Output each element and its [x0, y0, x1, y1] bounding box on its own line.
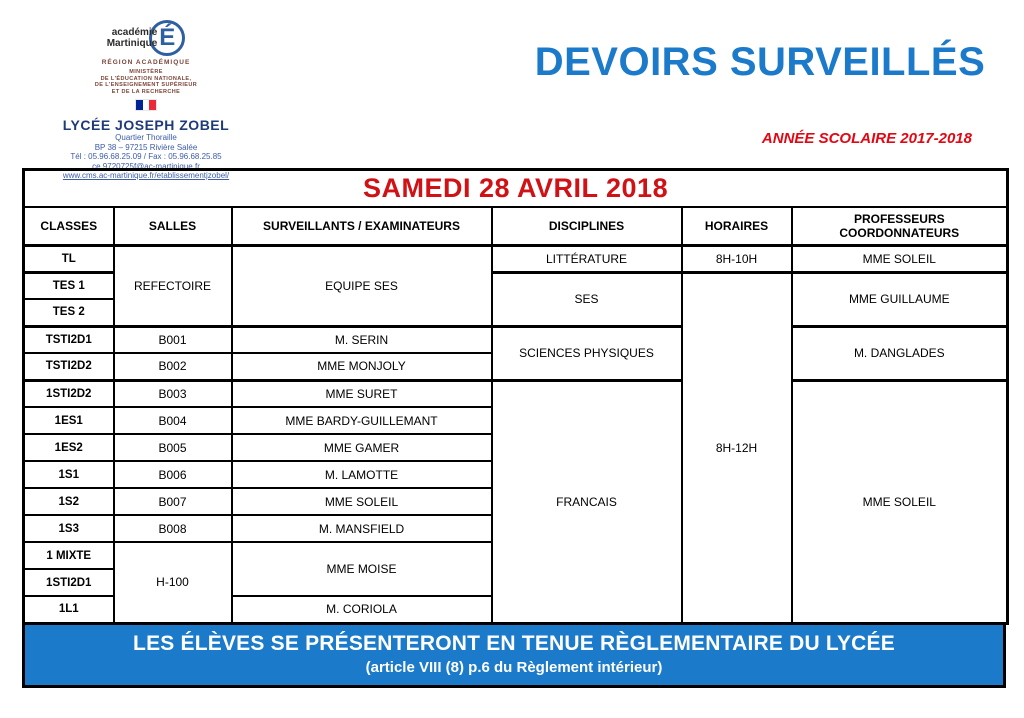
academie-letter-icon: É: [149, 20, 185, 56]
room-cell: B001: [114, 326, 232, 353]
class-cell: 1STI2D1: [24, 569, 114, 596]
class-cell: 1STI2D2: [24, 380, 114, 407]
room-cell: H-100: [114, 542, 232, 623]
region-academique-label: RÉGION ACADÉMIQUE: [101, 59, 191, 66]
class-cell: 1S3: [24, 515, 114, 542]
martinique-word: Martinique: [106, 38, 158, 49]
column-header-surveillants: SURVEILLANTS / EXAMINATEURS: [232, 207, 492, 245]
class-cell: 1S1: [24, 461, 114, 488]
uniform-notice-banner: [22, 625, 1006, 688]
supervisor-cell: M. CORIOLA: [232, 596, 492, 623]
class-cell: 1ES1: [24, 407, 114, 434]
class-cell: TSTI2D2: [24, 353, 114, 380]
room-cell: B003: [114, 380, 232, 407]
supervisor-cell: MME GAMER: [232, 434, 492, 461]
coordinator-cell: MME SOLEIL: [792, 380, 1008, 623]
address-line1: Quartier Thoraille: [115, 133, 177, 142]
room-cell: B007: [114, 488, 232, 515]
supervisor-cell: M. LAMOTTE: [232, 461, 492, 488]
table-row: [24, 245, 1008, 272]
coordinator-cell: M. DANGLADES: [792, 326, 1008, 380]
column-header-horaires: HORAIRES: [682, 207, 792, 245]
coordinator-cell: MME SOLEIL: [792, 245, 1008, 272]
time-cell: 8H-12H: [682, 272, 792, 623]
uniform-notice-line2: (article VIII (8) p.6 du Règlement intérieur): [365, 658, 663, 676]
column-header-disciplines: DISCIPLINES: [492, 207, 682, 245]
table-row: [24, 326, 1008, 353]
supervisor-cell: MME MOISE: [232, 542, 492, 596]
column-header-professeurs: [792, 207, 1008, 245]
room-cell: B002: [114, 353, 232, 380]
supervisor-cell: MME BARDY-GUILLEMANT: [232, 407, 492, 434]
ministry-block: [30, 69, 262, 95]
ministry-line: ET DE LA RECHERCHE: [111, 88, 181, 95]
coordinator-cell: MME GUILLAUME: [792, 272, 1008, 326]
french-flag-icon: [135, 99, 157, 111]
schedule-sheet: [22, 168, 1006, 688]
column-header-professeurs-line2: COORDONNATEURS: [839, 225, 960, 240]
academie-word: académie: [111, 27, 158, 38]
column-header-salles: SALLES: [114, 207, 232, 245]
supervisor-cell: MME SOLEIL: [232, 488, 492, 515]
uniform-notice-line1: LES ÉLÈVES SE PRÉSENTERONT EN TENUE RÈGLEMENTAIRE DU LYCÉE: [133, 631, 895, 655]
letterhead: [30, 20, 262, 181]
phone-fax-line: Tél : 05.96.68.25.09 / Fax : 05.96.68.25.85: [70, 152, 222, 161]
supervisor-cell: MME MONJOLY: [232, 353, 492, 380]
date-title: SAMEDI 28 AVRIL 2018: [24, 170, 1008, 208]
discipline-cell: LITTÉRATURE: [492, 245, 682, 272]
supervisor-cell: MME SURET: [232, 380, 492, 407]
address-line2: BP 38 – 97215 Rivière Salée: [94, 142, 198, 152]
ministry-line: DE L'ÉDUCATION NATIONALE,: [100, 75, 192, 82]
class-cell: 1L1: [24, 596, 114, 623]
class-cell: TL: [24, 245, 114, 272]
supervisor-cell: M. SERIN: [232, 326, 492, 353]
class-cell: TES 2: [24, 299, 114, 326]
supervisor-cell: M. MANSFIELD: [232, 515, 492, 542]
column-header-professeurs-line1: PROFESSEURS: [853, 211, 945, 226]
discipline-cell: SCIENCES PHYSIQUES: [492, 326, 682, 380]
academie-logo-text: [107, 27, 158, 49]
email-link[interactable]: ce.9720725f@ac-martinique.fr: [92, 161, 200, 171]
class-cell: TSTI2D1: [24, 326, 114, 353]
discipline-cell: SES: [492, 272, 682, 326]
document-title: DEVOIRS SURVEILLÉS: [534, 40, 986, 84]
room-cell: B005: [114, 434, 232, 461]
class-cell: 1 MIXTE: [24, 542, 114, 569]
school-name: LYCÉE JOSEPH ZOBEL: [62, 117, 230, 133]
room-cell: REFECTOIRE: [114, 245, 232, 326]
academie-martinique-logo: [30, 20, 262, 56]
school-year-label: ANNÉE SCOLAIRE 2017-2018: [761, 130, 972, 147]
supervisor-cell: EQUIPE SES: [232, 245, 492, 326]
ministry-line: DE L'ENSEIGNEMENT SUPÉRIEUR: [94, 82, 198, 88]
class-cell: 1ES2: [24, 434, 114, 461]
discipline-cell: FRANCAIS: [492, 380, 682, 623]
room-cell: B006: [114, 461, 232, 488]
class-cell: 1S2: [24, 488, 114, 515]
schedule-table: [22, 168, 1009, 625]
class-cell: TES 1: [24, 272, 114, 299]
table-row: [24, 380, 1008, 407]
column-header-classes: CLASSES: [24, 207, 114, 245]
room-cell: B008: [114, 515, 232, 542]
website-link[interactable]: www.cms.ac-martinique.fr/etablissementjzobel/: [62, 171, 230, 180]
time-cell: 8H-10H: [682, 245, 792, 272]
room-cell: B004: [114, 407, 232, 434]
ministry-line: MINISTÈRE: [129, 69, 163, 75]
